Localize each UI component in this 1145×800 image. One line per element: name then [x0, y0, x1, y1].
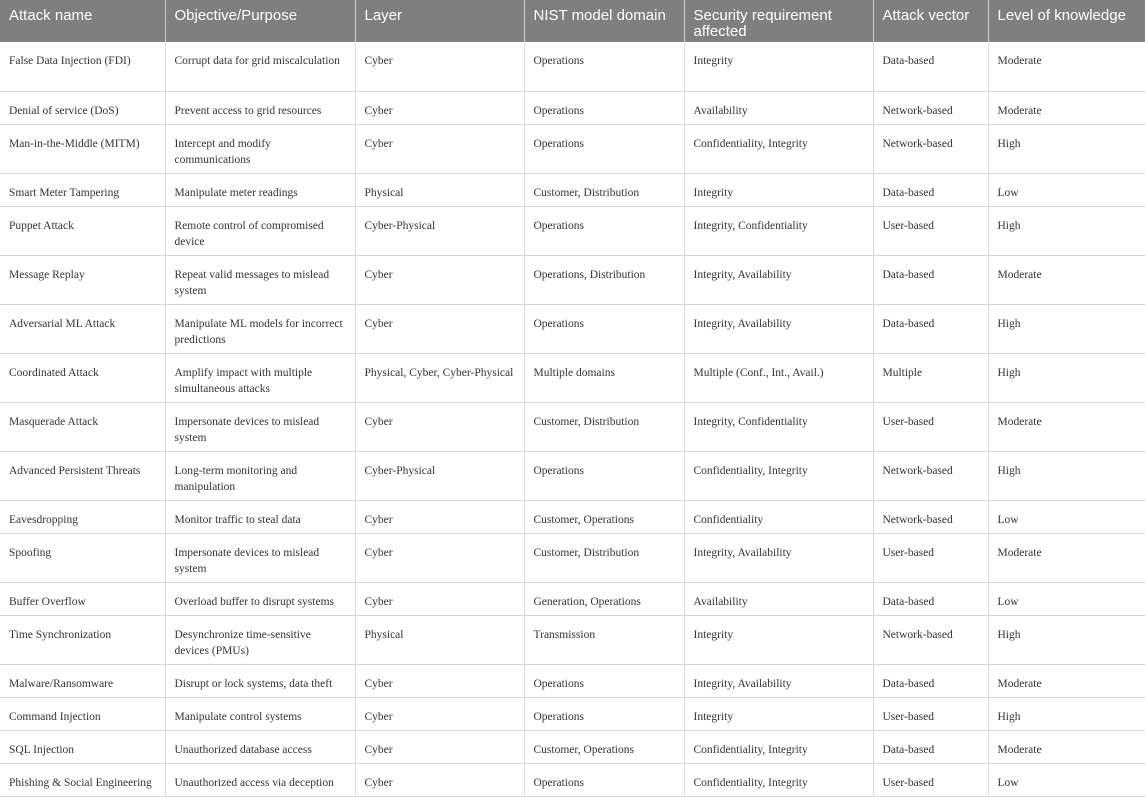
- cell-nist-domain: Transmission: [524, 615, 684, 664]
- cell-layer: Cyber: [355, 533, 524, 582]
- cell-attack-name: Message Replay: [0, 255, 165, 304]
- cell-attack-vector: Data-based: [873, 304, 988, 353]
- cell-layer: Cyber: [355, 730, 524, 763]
- cell-nist-domain: Customer, Distribution: [524, 173, 684, 206]
- table-row: [0, 730, 1145, 763]
- cell-knowledge-level: Moderate: [988, 255, 1145, 304]
- cell-security-requirement: Integrity, Availability: [684, 664, 873, 697]
- cell-knowledge-level: Low: [988, 763, 1145, 796]
- cell-attack-vector: Data-based: [873, 582, 988, 615]
- cell-attack-vector: User-based: [873, 763, 988, 796]
- cell-security-requirement: Integrity, Availability: [684, 533, 873, 582]
- cell-attack-name: Man-in-the-Middle (MITM): [0, 124, 165, 173]
- cell-attack-vector: Multiple: [873, 353, 988, 402]
- cell-nist-domain: Customer, Distribution: [524, 402, 684, 451]
- cell-objective: Impersonate devices to mislead system: [165, 533, 355, 582]
- cell-attack-name: Advanced Persistent Threats: [0, 451, 165, 500]
- cell-objective: Unauthorized database access: [165, 730, 355, 763]
- cell-layer: Physical: [355, 173, 524, 206]
- cell-attack-vector: User-based: [873, 402, 988, 451]
- cell-nist-domain: Operations: [524, 664, 684, 697]
- cell-security-requirement: Confidentiality, Integrity: [684, 124, 873, 173]
- cell-layer: Cyber: [355, 500, 524, 533]
- cell-objective: Amplify impact with multiple simultaneous attacks: [165, 353, 355, 402]
- cell-objective: Repeat valid messages to mislead system: [165, 255, 355, 304]
- cell-knowledge-level: Moderate: [988, 91, 1145, 124]
- header-security-requirement: Security requirement affected: [684, 0, 873, 42]
- cell-attack-vector: User-based: [873, 697, 988, 730]
- cell-objective: Desynchronize time-sensitive devices (PMUs): [165, 615, 355, 664]
- cell-knowledge-level: Moderate: [988, 402, 1145, 451]
- cell-attack-name: Malware/Ransomware: [0, 664, 165, 697]
- cell-objective: Manipulate meter readings: [165, 173, 355, 206]
- cell-attack-name: Eavesdropping: [0, 500, 165, 533]
- cell-attack-name: Time Synchronization: [0, 615, 165, 664]
- cell-layer: Cyber: [355, 664, 524, 697]
- cell-attack-name: False Data Injection (FDI): [0, 42, 165, 91]
- table-row: [0, 582, 1145, 615]
- table-row: [0, 500, 1145, 533]
- cell-attack-vector: Data-based: [873, 664, 988, 697]
- cell-attack-vector: Network-based: [873, 615, 988, 664]
- cell-nist-domain: Generation, Operations: [524, 582, 684, 615]
- cell-objective: Long-term monitoring and manipulation: [165, 451, 355, 500]
- cell-knowledge-level: High: [988, 451, 1145, 500]
- cell-attack-name: Masquerade Attack: [0, 402, 165, 451]
- header-attack-name: Attack name: [0, 0, 165, 42]
- cell-security-requirement: Confidentiality, Integrity: [684, 451, 873, 500]
- cell-attack-name: Smart Meter Tampering: [0, 173, 165, 206]
- cell-security-requirement: Integrity, Availability: [684, 304, 873, 353]
- cell-attack-name: Buffer Overflow: [0, 582, 165, 615]
- cell-security-requirement: Confidentiality: [684, 500, 873, 533]
- cell-attack-name: SQL Injection: [0, 730, 165, 763]
- cell-security-requirement: Integrity: [684, 173, 873, 206]
- cell-layer: Cyber: [355, 763, 524, 796]
- cell-knowledge-level: High: [988, 124, 1145, 173]
- cell-objective: Overload buffer to disrupt systems: [165, 582, 355, 615]
- cell-knowledge-level: Moderate: [988, 533, 1145, 582]
- cell-nist-domain: Operations: [524, 697, 684, 730]
- cell-knowledge-level: Moderate: [988, 42, 1145, 91]
- cell-security-requirement: Integrity: [684, 697, 873, 730]
- cell-nist-domain: Customer, Operations: [524, 500, 684, 533]
- cell-knowledge-level: Moderate: [988, 664, 1145, 697]
- cell-layer: Cyber: [355, 124, 524, 173]
- table-row: [0, 533, 1145, 582]
- cell-attack-vector: Data-based: [873, 173, 988, 206]
- cell-nist-domain: Operations: [524, 763, 684, 796]
- cell-objective: Remote control of compromised device: [165, 206, 355, 255]
- cell-security-requirement: Integrity, Availability: [684, 255, 873, 304]
- cell-knowledge-level: Low: [988, 500, 1145, 533]
- cell-layer: Cyber: [355, 582, 524, 615]
- cell-attack-name: Phishing & Social Engineering: [0, 763, 165, 796]
- header-attack-vector: Attack vector: [873, 0, 988, 42]
- header-row: [0, 0, 1145, 42]
- cell-attack-vector: Network-based: [873, 91, 988, 124]
- cell-knowledge-level: High: [988, 615, 1145, 664]
- header-layer: Layer: [355, 0, 524, 42]
- cell-layer: Physical: [355, 615, 524, 664]
- table-row: [0, 763, 1145, 796]
- cell-nist-domain: Customer, Distribution: [524, 533, 684, 582]
- cell-attack-name: Adversarial ML Attack: [0, 304, 165, 353]
- cell-nist-domain: Operations: [524, 42, 684, 91]
- cell-attack-name: Spoofing: [0, 533, 165, 582]
- cell-layer: Physical, Cyber, Cyber-Physical: [355, 353, 524, 402]
- cell-knowledge-level: Low: [988, 173, 1145, 206]
- cell-objective: Unauthorized access via deception: [165, 763, 355, 796]
- table-row: [0, 91, 1145, 124]
- table-row: [0, 42, 1145, 91]
- cell-layer: Cyber: [355, 697, 524, 730]
- cell-objective: Intercept and modify communications: [165, 124, 355, 173]
- cell-knowledge-level: Low: [988, 582, 1145, 615]
- cell-security-requirement: Multiple (Conf., Int., Avail.): [684, 353, 873, 402]
- cell-attack-vector: Data-based: [873, 730, 988, 763]
- table-row: [0, 206, 1145, 255]
- cell-layer: Cyber-Physical: [355, 206, 524, 255]
- cell-attack-vector: User-based: [873, 206, 988, 255]
- table-row: [0, 697, 1145, 730]
- cell-attack-vector: User-based: [873, 533, 988, 582]
- header-nist-domain: NIST model domain: [524, 0, 684, 42]
- table-row: [0, 615, 1145, 664]
- cell-layer: Cyber: [355, 402, 524, 451]
- cell-objective: Manipulate control systems: [165, 697, 355, 730]
- cell-attack-vector: Network-based: [873, 451, 988, 500]
- cell-attack-name: Puppet Attack: [0, 206, 165, 255]
- cell-objective: Manipulate ML models for incorrect predictions: [165, 304, 355, 353]
- table-row: [0, 353, 1145, 402]
- cell-objective: Monitor traffic to steal data: [165, 500, 355, 533]
- cell-security-requirement: Availability: [684, 582, 873, 615]
- table-row: [0, 124, 1145, 173]
- table-row: [0, 173, 1145, 206]
- cell-security-requirement: Integrity, Confidentiality: [684, 206, 873, 255]
- cell-security-requirement: Integrity, Confidentiality: [684, 402, 873, 451]
- cell-objective: Corrupt data for grid miscalculation: [165, 42, 355, 91]
- cell-layer: Cyber: [355, 304, 524, 353]
- table-row: [0, 402, 1145, 451]
- cell-security-requirement: Confidentiality, Integrity: [684, 763, 873, 796]
- cell-attack-name: Denial of service (DoS): [0, 91, 165, 124]
- cell-knowledge-level: High: [988, 697, 1145, 730]
- cell-knowledge-level: Moderate: [988, 730, 1145, 763]
- cell-nist-domain: Operations: [524, 124, 684, 173]
- cell-layer: Cyber: [355, 91, 524, 124]
- table-row: [0, 304, 1145, 353]
- cell-security-requirement: Integrity: [684, 42, 873, 91]
- cell-knowledge-level: High: [988, 206, 1145, 255]
- cell-knowledge-level: High: [988, 304, 1145, 353]
- cell-nist-domain: Operations, Distribution: [524, 255, 684, 304]
- cell-layer: Cyber: [355, 255, 524, 304]
- cell-layer: Cyber: [355, 42, 524, 91]
- cell-knowledge-level: High: [988, 353, 1145, 402]
- cell-objective: Prevent access to grid resources: [165, 91, 355, 124]
- cell-nist-domain: Multiple domains: [524, 353, 684, 402]
- table-row: [0, 255, 1145, 304]
- cell-layer: Cyber-Physical: [355, 451, 524, 500]
- cell-nist-domain: Operations: [524, 206, 684, 255]
- cell-attack-vector: Network-based: [873, 124, 988, 173]
- cell-objective: Disrupt or lock systems, data theft: [165, 664, 355, 697]
- cell-security-requirement: Integrity: [684, 615, 873, 664]
- cell-attack-vector: Data-based: [873, 42, 988, 91]
- cell-attack-name: Command Injection: [0, 697, 165, 730]
- cell-security-requirement: Availability: [684, 91, 873, 124]
- cell-attack-name: Coordinated Attack: [0, 353, 165, 402]
- cell-nist-domain: Operations: [524, 91, 684, 124]
- table-row: [0, 664, 1145, 697]
- cell-attack-vector: Data-based: [873, 255, 988, 304]
- header-objective: Objective/Purpose: [165, 0, 355, 42]
- header-knowledge-level: Level of knowledge: [988, 0, 1145, 42]
- cell-objective: Impersonate devices to mislead system: [165, 402, 355, 451]
- cell-attack-vector: Network-based: [873, 500, 988, 533]
- cell-security-requirement: Confidentiality, Integrity: [684, 730, 873, 763]
- cell-nist-domain: Customer, Operations: [524, 730, 684, 763]
- table-row: [0, 451, 1145, 500]
- cell-nist-domain: Operations: [524, 451, 684, 500]
- cell-nist-domain: Operations: [524, 304, 684, 353]
